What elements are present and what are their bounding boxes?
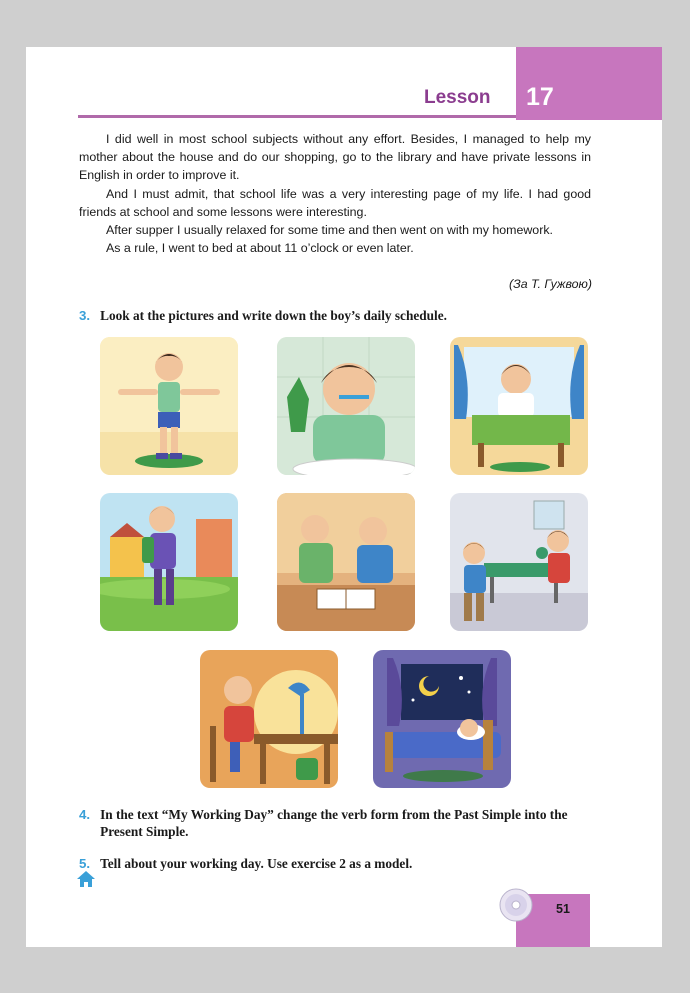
picture-boys-doing-homework	[277, 493, 415, 631]
picture-boys-table-tennis	[450, 493, 588, 631]
task-number: 3.	[79, 308, 91, 323]
picture-boy-brushing-teeth	[277, 337, 415, 475]
paragraph: And I must admit, that school life was a very interesting page of my life. I had good friends at school and some lessons were interesting.	[79, 186, 591, 219]
textbook-page	[26, 47, 662, 947]
task-text: Look at the pictures and write down the boy’s daily schedule.	[100, 308, 447, 323]
disc-icon	[499, 888, 533, 922]
task-3	[79, 307, 599, 324]
picture-boy-sleeping	[373, 650, 511, 788]
paragraph: As a rule, I went to bed at about 11 o’clock or even later.	[106, 241, 414, 256]
lesson-number: 17	[526, 83, 554, 111]
task-5	[79, 855, 599, 872]
task-text: Tell about your working day. Use exercise 2 as a model.	[100, 856, 413, 871]
page-number: 51	[556, 902, 570, 916]
text-source: (За Т. Гужвою)	[508, 277, 592, 291]
paragraph: After supper I usually relaxed for some time and then went on with my homework.	[106, 223, 553, 238]
picture-boy-going-to-school	[100, 493, 238, 631]
task-text: In the text “My Working Day” change the verb form from the Past Simple into the Present Simple.	[100, 807, 568, 839]
home-icon[interactable]	[76, 870, 96, 888]
lesson-title: Lesson	[424, 87, 491, 108]
reading-text	[79, 130, 591, 257]
task-number: 4.	[79, 807, 91, 822]
task-number: 5.	[79, 856, 91, 871]
picture-boy-exercising	[100, 337, 238, 475]
header-divider	[78, 115, 516, 118]
task-4	[79, 806, 599, 840]
picture-boy-studying-at-desk	[200, 650, 338, 788]
picture-boy-breakfast	[450, 337, 588, 475]
paragraph: I did well in most school subjects without any effort. Besides, I managed to help my mother about the house and do our shopping, go to the library and have private lessons in English in order to improve it.	[79, 132, 591, 183]
